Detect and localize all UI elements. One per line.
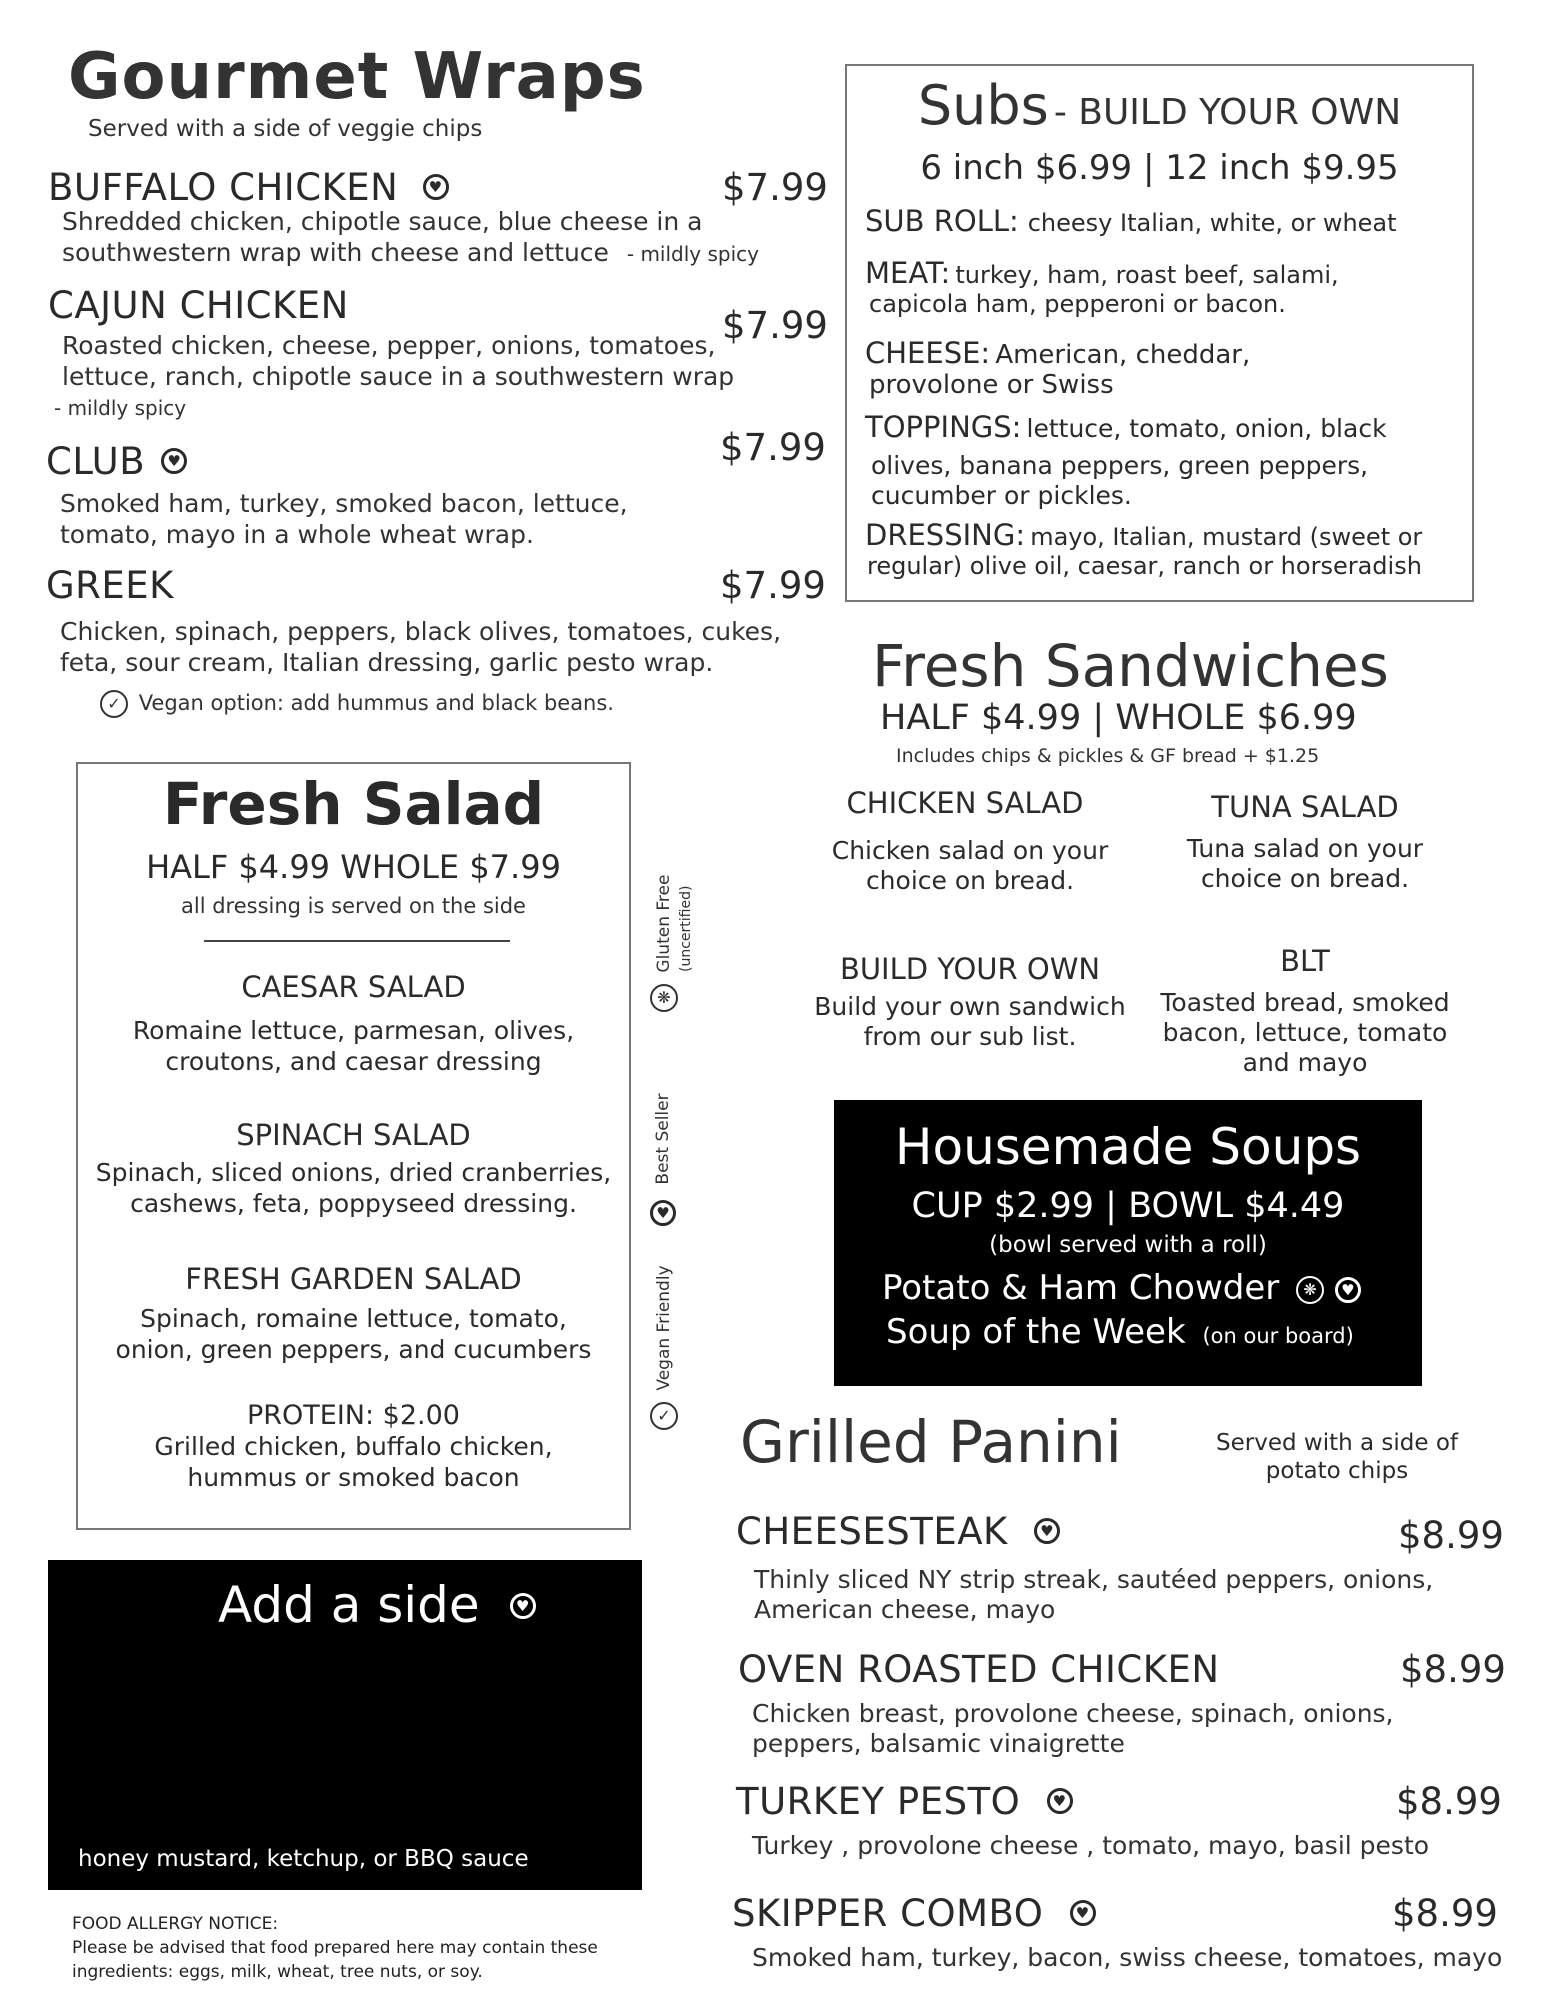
allergy-text: Please be advised that food prepared here may contain these — [72, 1938, 598, 1958]
panini-item-price: $8.99 — [1400, 1648, 1506, 1691]
wrap-item-desc: lettuce, ranch, chipotle sauce in a southwestern wrap — [62, 362, 735, 391]
best-seller-icon — [1070, 1900, 1096, 1926]
panini-item-desc: Chicken breast, provolone cheese, spinach, onions, — [752, 1699, 1394, 1728]
wrap-item-name: CLUB ♥ — [46, 440, 187, 483]
protein-desc: Grilled chicken, buffalo chicken, — [154, 1432, 553, 1461]
wrap-item-desc: Smoked ham, turkey, smoked bacon, lettuce, — [60, 489, 628, 518]
legend-gluten-free-note: (uncertified) — [678, 885, 694, 972]
panini-subtitle: Served with a side of — [1216, 1430, 1458, 1456]
side-sauces: honey mustard, ketchup, or BBQ sauce — [78, 1846, 529, 1872]
vegan-icon: ✓ — [650, 1402, 678, 1430]
sandwich-item-desc: Toasted bread, smoked — [1160, 988, 1450, 1017]
soup-item: Soup of the Week (on our board) — [886, 1312, 1354, 1352]
sandwiches-title: Fresh Sandwiches — [872, 632, 1389, 700]
best-seller-icon — [650, 1200, 676, 1226]
divider — [204, 940, 510, 942]
salad-item-name: SPINACH SALAD — [236, 1118, 471, 1152]
subs-row-meat-cont: capicola ham, pepperoni or bacon. — [869, 290, 1286, 318]
wrap-item-price: $7.99 — [722, 166, 828, 209]
sandwich-item-name: BLT — [1280, 944, 1330, 978]
wrap-item-price: $7.99 — [720, 564, 826, 607]
best-seller-icon — [510, 1593, 536, 1619]
best-seller-icon — [1047, 1788, 1073, 1814]
subs-row-toppings-cont: olives, banana peppers, green peppers, — [871, 451, 1369, 480]
panini-title: Grilled Panini — [740, 1408, 1122, 1476]
panini-item-name: CHEESESTEAK ♥ — [736, 1510, 1060, 1553]
best-seller-icon — [161, 448, 187, 474]
gluten-free-icon: ❋ — [650, 984, 678, 1012]
sandwich-item-desc: choice on bread. — [1200, 864, 1410, 893]
panini-item-desc: peppers, balsamic vinaigrette — [752, 1729, 1125, 1758]
wrap-item-note: - mildly spicy — [54, 396, 187, 420]
subs-row-cheese-cont: provolone or Swiss — [869, 370, 1114, 400]
panini-item-price: $8.99 — [1398, 1514, 1504, 1557]
salad-item-desc: Romaine lettuce, parmesan, olives, — [132, 1016, 575, 1045]
sandwich-item-desc: from our sub list. — [863, 1022, 1077, 1051]
sandwiches-prices: HALF $4.99 | WHOLE $6.99 — [880, 698, 1357, 738]
salad-item-desc: croutons, and caesar dressing — [165, 1047, 542, 1076]
subs-title: Subs - BUILD YOUR OWN — [917, 74, 1402, 137]
allergy-text: ingredients: eggs, milk, wheat, tree nuts, or soy. — [72, 1962, 483, 1982]
panini-subtitle: potato chips — [1265, 1458, 1409, 1484]
subs-row-dressing-cont: regular) olive oil, caesar, ranch or horseradish — [867, 552, 1422, 580]
panini-item-desc: American cheese, mayo — [754, 1595, 1056, 1624]
sandwich-item-desc: bacon, lettuce, tomato — [1162, 1018, 1448, 1047]
wraps-title: Gourmet Wraps — [68, 40, 646, 114]
panini-item-price: $8.99 — [1392, 1892, 1498, 1935]
wrap-item-name: BUFFALO CHICKEN ♥ — [48, 166, 449, 209]
sandwich-item-desc: Build your own sandwich — [814, 992, 1126, 1021]
panini-item-name: OVEN ROASTED CHICKEN — [738, 1648, 1220, 1691]
salad-prices: HALF $4.99 WHOLE $7.99 — [146, 848, 561, 886]
salad-title: Fresh Salad — [162, 770, 545, 838]
sandwich-item-desc: Chicken salad on your — [831, 836, 1109, 865]
gluten-free-icon: ❋ — [1296, 1276, 1324, 1304]
vegan-option-note: ✓ Vegan option: add hummus and black beans. — [100, 690, 614, 718]
salad-item-desc: Spinach, sliced onions, dried cranberries, — [95, 1158, 612, 1187]
wrap-item-desc: Chicken, spinach, peppers, black olives, tomatoes, cukes, — [60, 617, 782, 646]
salad-box — [76, 762, 631, 1530]
best-seller-icon — [1034, 1518, 1060, 1544]
wrap-item-desc: tomato, mayo in a whole wheat wrap. — [60, 520, 534, 549]
protein-desc: hummus or smoked bacon — [187, 1463, 520, 1492]
subs-row-cheese: CHEESE: American, cheddar, — [865, 336, 1251, 370]
allergy-title: FOOD ALLERGY NOTICE: — [72, 1914, 279, 1934]
soups-note: (bowl served with a roll) — [989, 1232, 1267, 1258]
panini-item-price: $8.99 — [1396, 1780, 1502, 1823]
subs-row-roll: SUB ROLL: cheesy Italian, white, or wheat — [865, 204, 1397, 238]
salad-note: all dressing is served on the side — [181, 894, 526, 918]
wrap-item-name: GREEK — [46, 564, 174, 607]
panini-item-desc: Turkey , provolone cheese , tomato, mayo, basil pesto — [752, 1831, 1430, 1860]
legend-vegan: ✓ Vegan Friendly — [650, 1265, 678, 1430]
subs-box — [845, 64, 1474, 602]
side-title: Add a side ♥ — [218, 1576, 536, 1634]
subs-row-toppings: TOPPINGS: lettuce, tomato, onion, black — [865, 410, 1387, 444]
wrap-item-name: CAJUN CHICKEN — [48, 284, 349, 327]
sandwich-item-name: BUILD YOUR OWN — [839, 952, 1101, 986]
panini-item-desc: Smoked ham, turkey, bacon, swiss cheese, tomatoes, mayo — [752, 1943, 1503, 1972]
protein-name: PROTEIN: $2.00 — [247, 1400, 460, 1431]
sandwich-item-desc: and mayo — [1242, 1048, 1368, 1077]
salad-item-desc: cashews, feta, poppyseed dressing. — [130, 1189, 577, 1218]
wrap-item-desc: Roasted chicken, cheese, pepper, onions, tomatoes, — [62, 331, 716, 360]
soups-title: Housemade Soups — [894, 1118, 1362, 1176]
legend-best-seller: ♥ Best Seller — [650, 1093, 676, 1226]
salad-item-name: CAESAR SALAD — [241, 970, 466, 1004]
legend-gluten-free: ❋ Gluten Free — [650, 875, 678, 1012]
wrap-item-desc: Shredded chicken, chipotle sauce, blue cheese in a — [62, 207, 703, 236]
wrap-item-price: $7.99 — [722, 304, 828, 347]
vegan-icon: ✓ — [100, 690, 128, 718]
subs-row-meat: MEAT: turkey, ham, roast beef, salami, — [865, 256, 1339, 290]
sandwich-item-desc: choice on bread. — [865, 866, 1075, 895]
side-box — [48, 1560, 642, 1890]
wraps-subtitle: Served with a side of veggie chips — [88, 116, 483, 142]
sandwiches-note: Includes chips & pickles & GF bread + $1.25 — [896, 745, 1320, 767]
panini-item-name: TURKEY PESTO ♥ — [736, 1780, 1073, 1823]
subs-row-dressing: DRESSING: mayo, Italian, mustard (sweet or — [865, 518, 1423, 552]
subs-prices: 6 inch $6.99 | 12 inch $9.95 — [920, 148, 1399, 188]
panini-item-name: SKIPPER COMBO ♥ — [732, 1892, 1096, 1935]
best-seller-icon — [1335, 1277, 1361, 1303]
wrap-item-desc: southwestern wrap with cheese and lettuce - mildly spicy — [62, 238, 759, 267]
soups-prices: CUP $2.99 | BOWL $4.49 — [911, 1186, 1345, 1226]
sandwich-item-desc: Tuna salad on your — [1186, 834, 1424, 863]
salad-item-desc: onion, green peppers, and cucumbers — [115, 1335, 592, 1364]
soups-box — [834, 1100, 1422, 1386]
wrap-item-desc: feta, sour cream, Italian dressing, garlic pesto wrap. — [60, 648, 714, 677]
soup-item: Potato & Ham Chowder ❋ ♥ — [882, 1268, 1361, 1308]
best-seller-icon — [423, 174, 449, 200]
salad-item-desc: Spinach, romaine lettuce, tomato, — [140, 1304, 567, 1333]
wrap-item-note: - mildly spicy — [626, 242, 759, 266]
sandwich-item-name: TUNA SALAD — [1211, 790, 1399, 824]
wrap-item-price: $7.99 — [720, 426, 826, 469]
sandwich-item-name: CHICKEN SALAD — [846, 786, 1084, 820]
salad-item-name: FRESH GARDEN SALAD — [185, 1262, 522, 1296]
panini-item-desc: Thinly sliced NY strip streak, sautéed peppers, onions, — [754, 1565, 1434, 1594]
subs-row-toppings-cont: cucumber or pickles. — [871, 481, 1132, 510]
